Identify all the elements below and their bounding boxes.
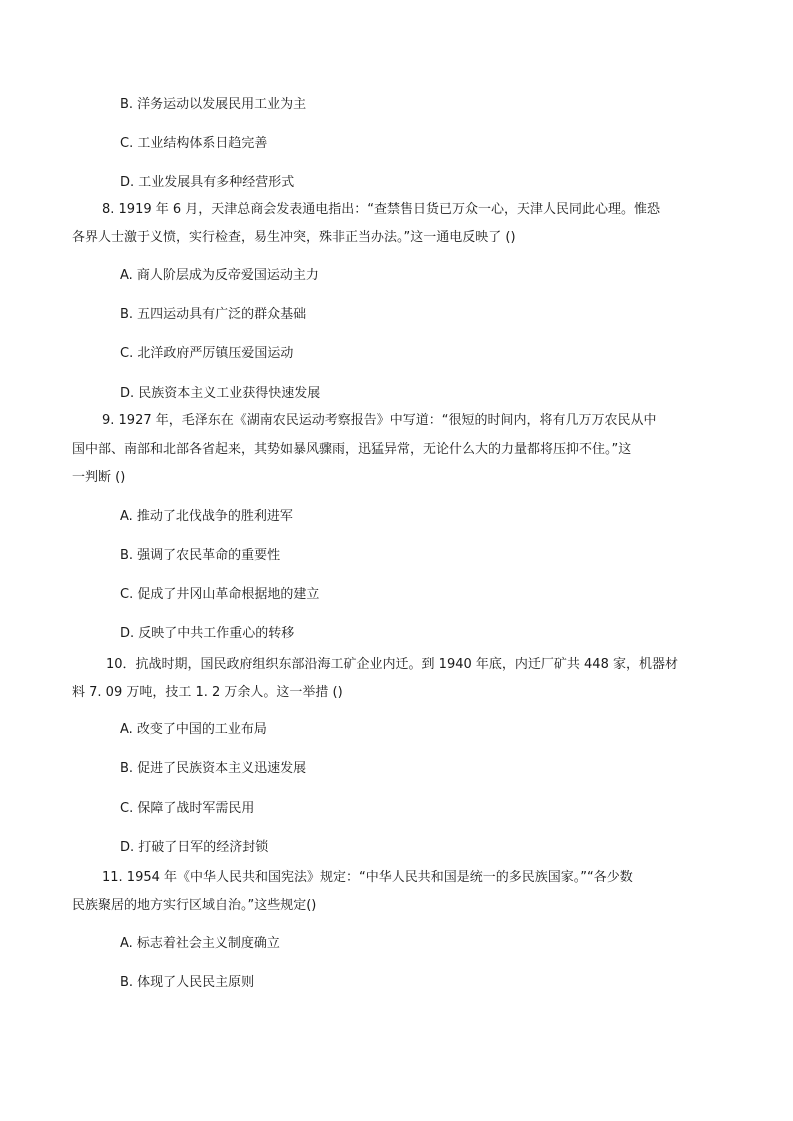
q9-stem-line-3: 一判断 () bbox=[72, 470, 126, 485]
q10-stem-line-1: 10．抗战时期，国民政府组织东部沿海工矿企业内迁。到 1940 年底，内迁厂矿共 448 家，机器材 bbox=[106, 657, 678, 672]
q10-option-d: D. 打破了日军的经济封锁 bbox=[120, 840, 269, 855]
q8-option-a: A. 商人阶层成为反帝爱国运动主力 bbox=[120, 268, 319, 283]
q8-option-c: C. 北洋政府严厉镇压爱国运动 bbox=[120, 346, 294, 361]
q10-option-a: A. 改变了中国的工业布局 bbox=[120, 722, 267, 737]
q7-option-d: D. 工业发展具有多种经营形式 bbox=[120, 175, 295, 190]
q10-option-c: C. 保障了战时军需民用 bbox=[120, 801, 255, 816]
q7-option-b: B. 洋务运动以发展民用工业为主 bbox=[120, 97, 307, 112]
q11-stem-line-1: 11. 1954 年《中华人民共和国宪法》规定：“中华人民共和国是统一的多民族国家。”“各少数 bbox=[102, 870, 633, 885]
q8-option-b: B. 五四运动具有广泛的群众基础 bbox=[120, 307, 307, 322]
q9-option-c: C. 促成了井冈山革命根据地的建立 bbox=[120, 587, 320, 602]
q8-stem-line-2: 各界人士激于义愤，实行检查，易生冲突，殊非正当办法。”这一通电反映了 () bbox=[72, 230, 516, 245]
q7-option-c: C. 工业结构体系日趋完善 bbox=[120, 136, 268, 151]
q11-option-b: B. 体现了人民民主原则 bbox=[120, 975, 255, 990]
q11-stem-line-2: 民族聚居的地方实行区域自治。”这些规定() bbox=[72, 898, 317, 913]
q9-stem-line-1: 9. 1927 年，毛泽东在《湖南农民运动考察报告》中写道：“很短的时间内，将有几万万农民从中 bbox=[102, 413, 657, 428]
q8-stem-line-1: 8. 1919 年 6 月，天津总商会发表通电指出：“查禁售日货已万众一心，天津人民同此心理。惟恐 bbox=[102, 202, 661, 217]
q11-option-a: A. 标志着社会主义制度确立 bbox=[120, 936, 280, 951]
q9-option-b: B. 强调了农民革命的重要性 bbox=[120, 548, 281, 563]
q9-option-d: D. 反映了中共工作重心的转移 bbox=[120, 626, 295, 641]
q9-stem-line-2: 国中部、南部和北部各省起来，其势如暴风骤雨，迅猛异常，无论什么大的力量都将压抑不住。”这 bbox=[72, 442, 632, 457]
q9-option-a: A. 推动了北伐战争的胜利进军 bbox=[120, 509, 293, 524]
q10-stem-line-2: 料 7. 09 万吨，技工 1. 2 万余人。这一举措 () bbox=[72, 685, 343, 700]
q10-option-b: B. 促进了民族资本主义迅速发展 bbox=[120, 761, 307, 776]
q8-option-d: D. 民族资本主义工业获得快速发展 bbox=[120, 386, 321, 401]
